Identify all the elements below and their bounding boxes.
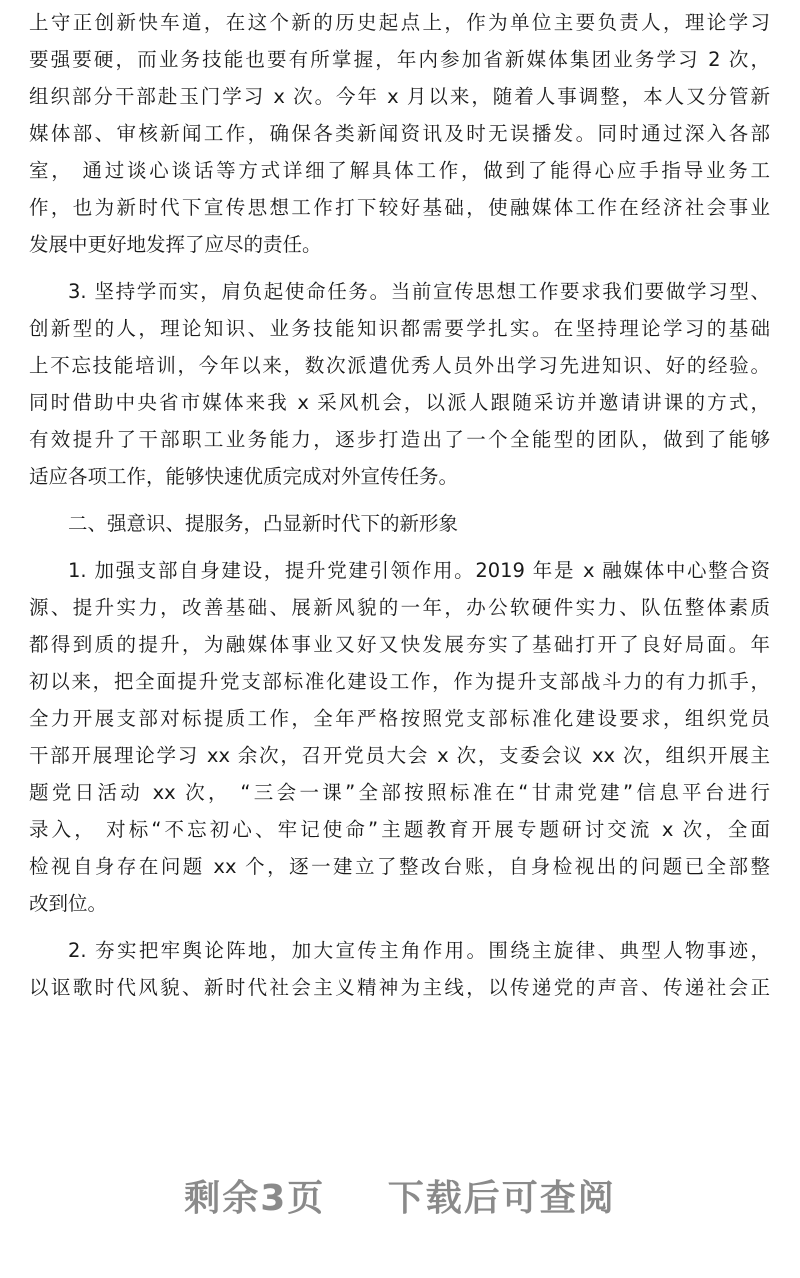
text-line: 组织部分干部赴玉门学习 x 次。今年 x 月以来，随着人事调整，本人又分管新 xyxy=(29,85,770,108)
text-line: 都得到质的提升，为融媒体事业又好又快发展夯实了基础打开了良好局面。年 xyxy=(29,633,770,656)
text-line: 媒体部、审核新闻工作，确保各类新闻资讯及时无误播发。同时通过深入各部 xyxy=(29,122,770,145)
text-line: 检视自身存在问题 xx 个，逐一建立了整改台账，自身检视出的问题已全部整 xyxy=(29,855,770,878)
text-line: 录入， 对标“不忘初心、牢记使命”主题教育开展专题研讨交流 x 次，全面 xyxy=(29,818,770,841)
text-line: 源、提升实力，改善基础、展新风貌的一年，办公软硬件实力、队伍整体素质 xyxy=(29,596,770,619)
text-line: 2. 夯实把牢舆论阵地，加大宣传主角作用。围绕主旋律、典型人物事迹， xyxy=(68,939,770,962)
text-line: 适应各项工作，能够快速优质完成对外宣传任务。 xyxy=(29,465,459,488)
download-to-view-label: 下载后可查阅 xyxy=(387,1178,616,1219)
text-line: 上不忘技能培训，今年以来，数次派遣优秀人员外出学习先进知识、好的经验。 xyxy=(29,354,770,377)
text-line: 作，也为新时代下宣传思想工作打下较好基础，使融媒体工作在经济社会事业 xyxy=(29,196,770,219)
text-line: 干部开展理论学习 xx 余次，召开党员大会 x 次，支委会议 xx 次，组织开展主 xyxy=(29,744,770,767)
download-prompt[interactable] xyxy=(0,1170,800,1221)
section-heading: 二、强意识、提服务，凸显新时代下的新形象 xyxy=(68,512,459,535)
text-line: 要强要硬，而业务技能也要有所掌握，年内参加省新媒体集团业务学习 2 次， xyxy=(29,48,770,71)
text-line: 题党日活动 xx 次， “三会一课”全部按照标准在“甘肃党建”信息平台进行 xyxy=(29,781,770,804)
text-line: 3. 坚持学而实，肩负起使命任务。当前宣传思想工作要求我们要做学习型、 xyxy=(68,280,770,303)
text-line: 上守正创新快车道，在这个新的历史起点上，作为单位主要负责人，理论学习 xyxy=(29,11,770,34)
document-body xyxy=(29,4,770,1006)
text-line: 以讴歌时代风貌、新时代社会主义精神为主线，以传递党的声音、传递社会正 xyxy=(29,976,770,999)
text-line: 改到位。 xyxy=(29,892,108,915)
text-line: 有效提升了干部职工业务能力，逐步打造出了一个全能型的团队，做到了能够 xyxy=(29,428,770,451)
text-line: 室， 通过谈心谈话等方式详细了解具体工作，做到了能得心应手指导业务工 xyxy=(29,159,770,182)
text-line: 同时借助中央省市媒体来我 x 采风机会，以派人跟随采访并邀请讲课的方式， xyxy=(29,391,770,414)
text-line: 初以来，把全面提升党支部标准化建设工作，作为提升支部战斗力的有力抓手， xyxy=(29,670,770,693)
text-line: 1. 加强支部自身建设，提升党建引领作用。2019 年是 x 融媒体中心整合资 xyxy=(68,559,770,582)
text-line: 发展中更好地发挥了应尽的责任。 xyxy=(29,233,322,256)
text-line: 全力开展支部对标提质工作，全年严格按照党支部标准化建设要求，组织党员 xyxy=(29,707,770,730)
text-line: 创新型的人，理论知识、业务技能知识都需要学扎实。在坚持理论学习的基础 xyxy=(29,317,770,340)
remaining-pages-label: 剩余3页 xyxy=(184,1178,326,1219)
